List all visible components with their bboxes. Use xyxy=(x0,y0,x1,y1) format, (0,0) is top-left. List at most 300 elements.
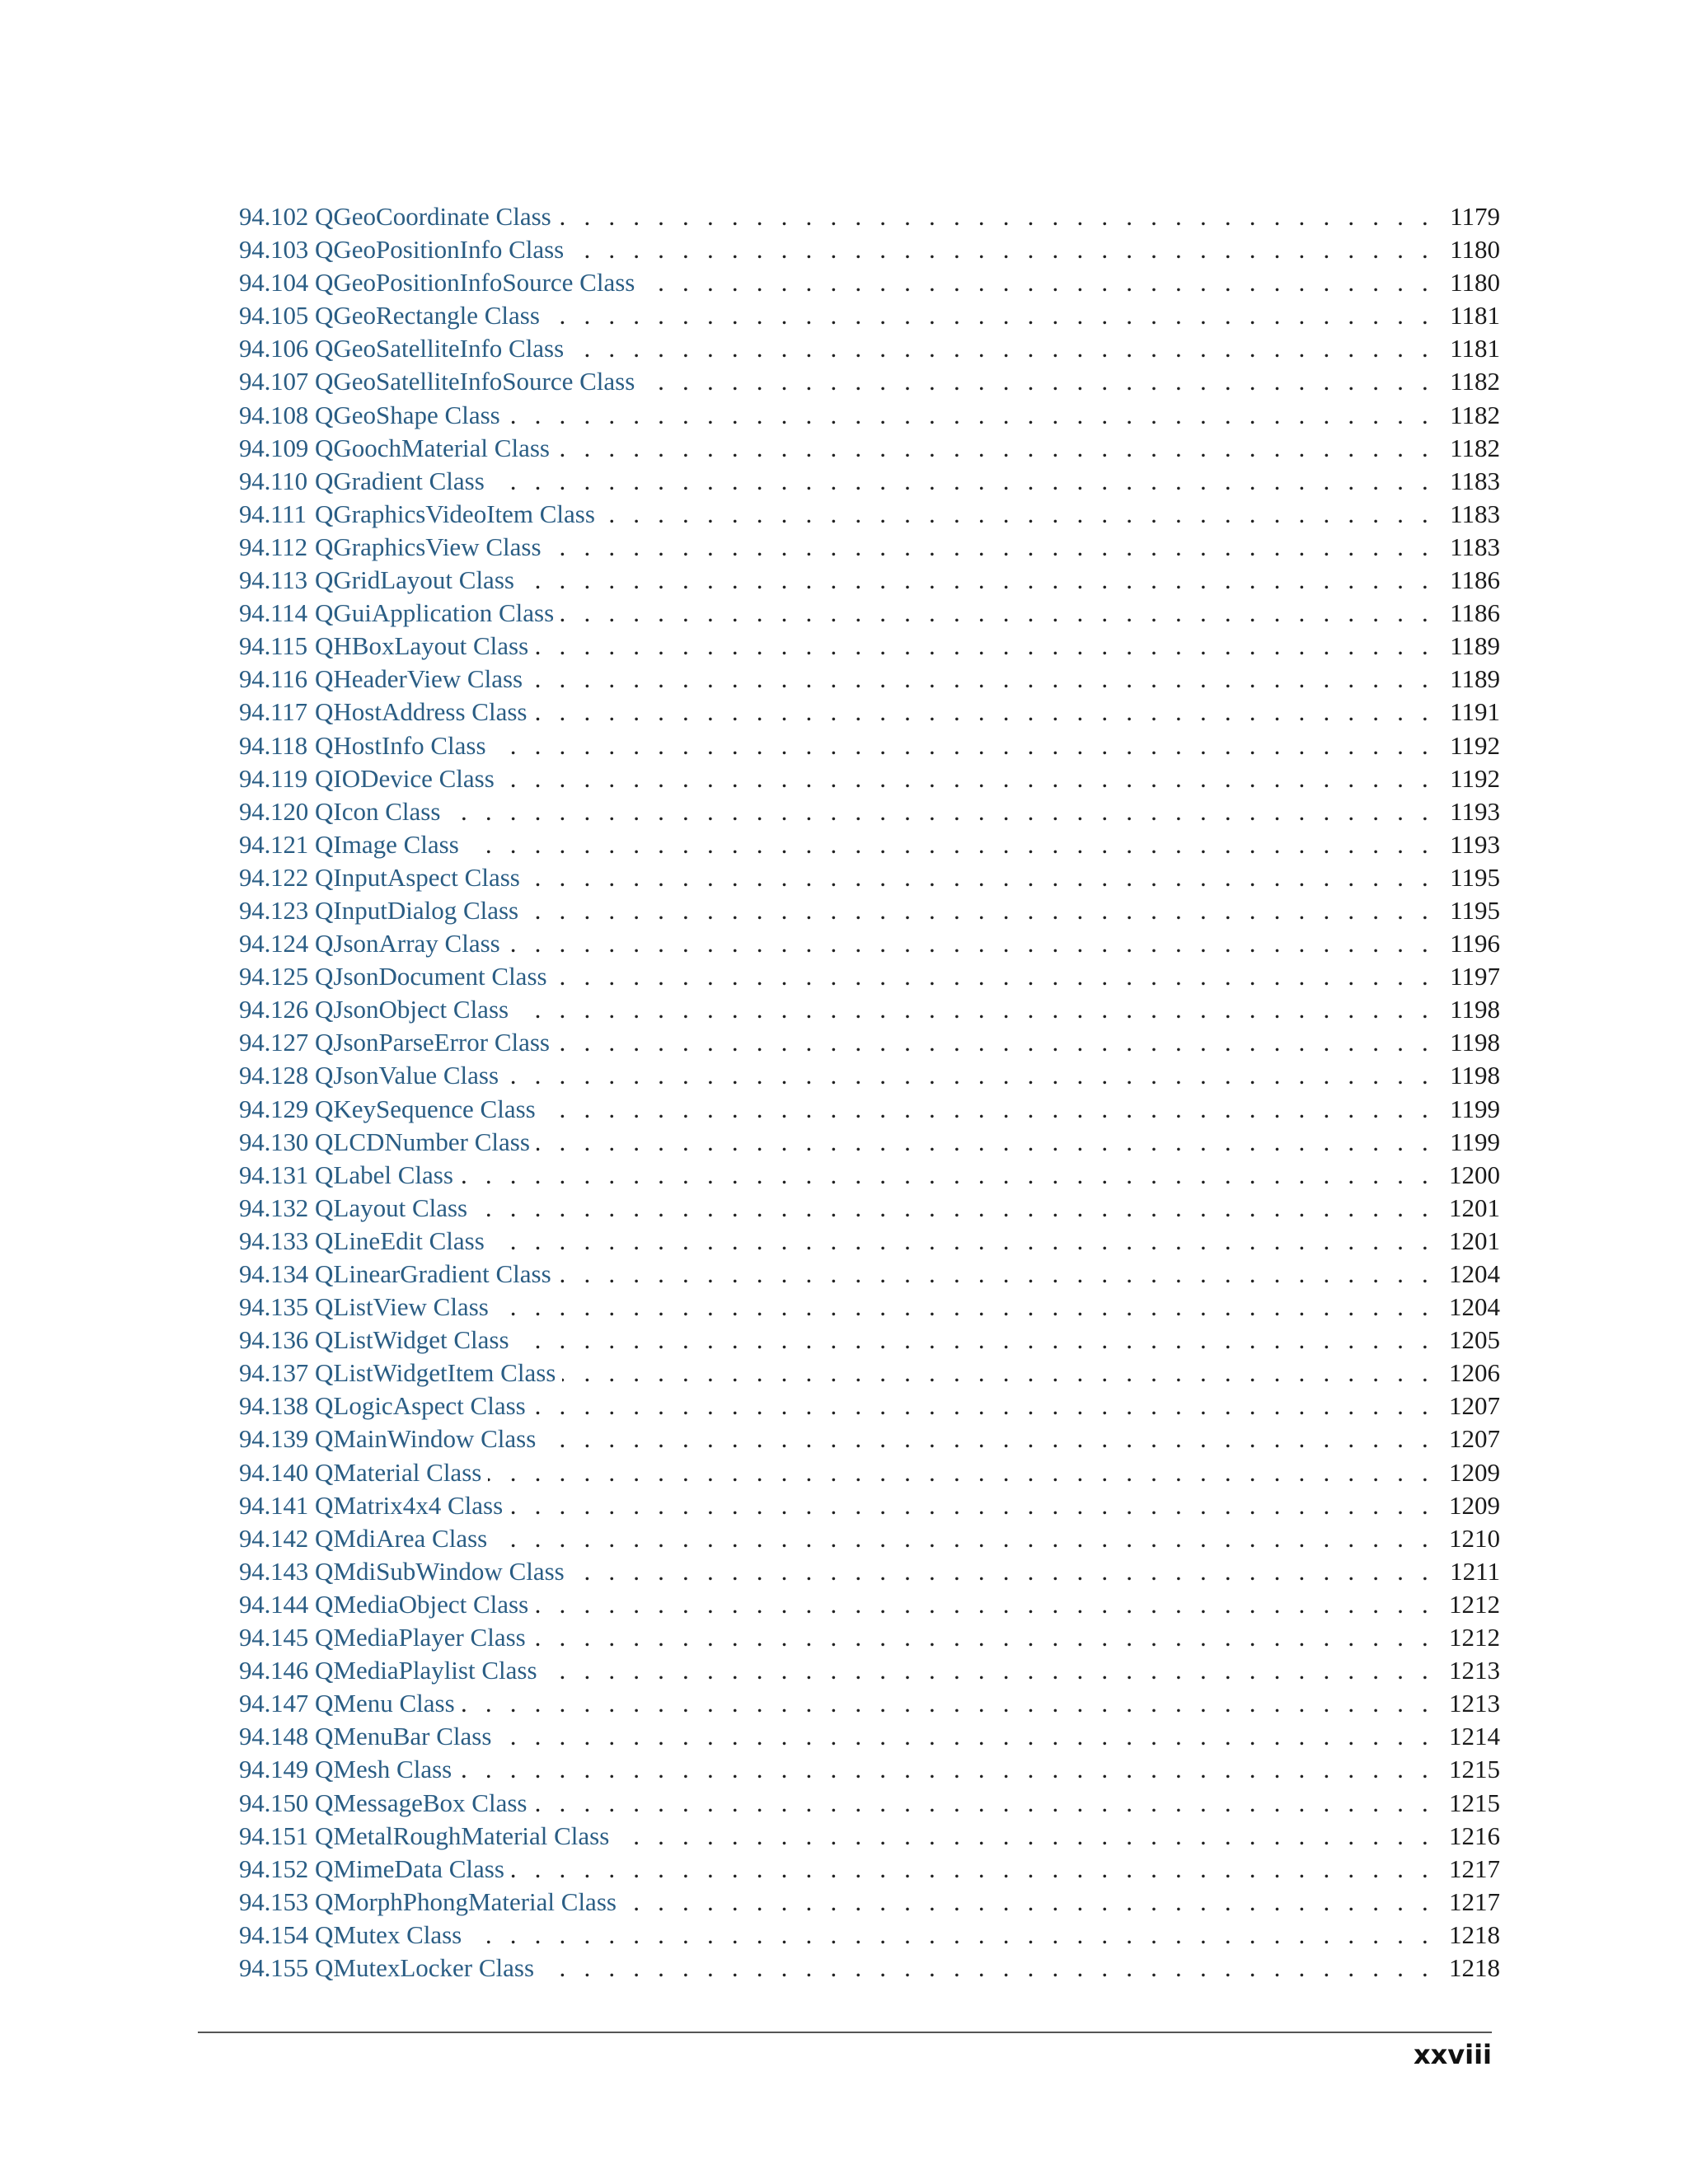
toc-entry-link[interactable] xyxy=(239,993,515,1026)
toc-entry-number: 94.134 xyxy=(239,1259,309,1288)
toc-entry-page: 1214 xyxy=(1449,1722,1500,1751)
toc-entry xyxy=(239,564,1500,597)
toc-leader-dots xyxy=(556,1026,1446,1059)
toc-entry-number: 94.102 xyxy=(239,202,309,231)
toc-entry xyxy=(239,1059,1500,1092)
toc-entry xyxy=(239,1456,1500,1489)
toc-entry-link[interactable] xyxy=(239,1720,498,1753)
toc-entry-link[interactable] xyxy=(239,795,447,828)
toc-entry xyxy=(239,200,1500,233)
toc-entry-number: 94.114 xyxy=(239,598,307,628)
toc-entry xyxy=(239,1753,1500,1786)
toc-entry-link[interactable] xyxy=(239,597,560,630)
toc-entry-link[interactable] xyxy=(239,1621,532,1654)
page-number: xxviii xyxy=(1413,2039,1492,2070)
toc-entry-title: QMesh Class xyxy=(315,1755,452,1784)
toc-leader-dots xyxy=(623,1886,1446,1919)
table-of-contents xyxy=(239,200,1500,1985)
toc-leader-dots xyxy=(491,465,1446,498)
toc-entry-number: 94.117 xyxy=(239,697,307,727)
toc-entry-link[interactable] xyxy=(239,1522,494,1555)
toc-entry-page: 1218 xyxy=(1449,1952,1500,1982)
toc-entry-number: 94.110 xyxy=(239,466,307,495)
toc-entry xyxy=(239,630,1500,663)
toc-entry-title: QGraphicsView Class xyxy=(315,532,542,561)
toc-entry-title: QListWidget Class xyxy=(315,1325,509,1355)
toc-entry-link[interactable] xyxy=(239,465,491,498)
toc-entry xyxy=(239,1588,1500,1621)
toc-entry-link[interactable] xyxy=(239,266,641,299)
toc-entry-title: QGeoCoordinate Class xyxy=(315,202,551,231)
toc-entry-page: 1212 xyxy=(1449,1623,1500,1652)
toc-entry-link[interactable] xyxy=(239,762,501,795)
toc-entry-page: 1193 xyxy=(1450,829,1500,859)
toc-entry-link[interactable] xyxy=(239,1952,541,1985)
toc-entry xyxy=(239,1787,1500,1820)
toc-entry-number: 94.113 xyxy=(239,565,307,595)
toc-leader-dots xyxy=(535,1588,1446,1621)
toc-entry-title: QGuiApplication Class xyxy=(315,598,555,628)
toc-leader-dots xyxy=(494,1522,1446,1555)
toc-leader-dots xyxy=(515,993,1446,1026)
toc-entry-number: 94.151 xyxy=(239,1821,309,1850)
toc-entry-number: 94.131 xyxy=(239,1160,309,1189)
toc-entry-number: 94.138 xyxy=(239,1391,309,1421)
toc-leader-dots xyxy=(558,1258,1446,1291)
toc-leader-dots xyxy=(509,1489,1446,1522)
toc-leader-dots xyxy=(542,1422,1446,1455)
toc-leader-dots xyxy=(460,1159,1446,1192)
toc-entry-link[interactable] xyxy=(239,1555,571,1588)
toc-entry xyxy=(239,1291,1500,1324)
toc-entry xyxy=(239,1093,1500,1126)
toc-entry xyxy=(239,465,1500,498)
toc-entry-number: 94.148 xyxy=(239,1722,309,1751)
toc-entry-number: 94.122 xyxy=(239,862,309,892)
toc-entry-title: QListWidgetItem Class xyxy=(315,1358,556,1388)
toc-entry-number: 94.136 xyxy=(239,1325,309,1355)
toc-entry-title: QHBoxLayout Class xyxy=(315,631,529,661)
toc-entry-title: QMetalRoughMaterial Class xyxy=(315,1821,610,1850)
toc-entry-number: 94.128 xyxy=(239,1061,309,1090)
toc-entry-title: QImage Class xyxy=(315,829,459,859)
toc-entry-link[interactable] xyxy=(239,1489,509,1522)
toc-entry-link[interactable] xyxy=(239,1258,558,1291)
toc-entry-number: 94.154 xyxy=(239,1919,309,1949)
toc-entry xyxy=(239,531,1500,564)
toc-entry-link[interactable] xyxy=(239,1820,616,1853)
toc-entry-link[interactable] xyxy=(239,299,546,332)
toc-entry-number: 94.147 xyxy=(239,1689,309,1718)
toc-entry-title: QIcon Class xyxy=(315,796,441,826)
toc-leader-dots xyxy=(529,663,1446,696)
toc-leader-dots xyxy=(616,1820,1446,1853)
toc-entry xyxy=(239,729,1500,762)
toc-entry xyxy=(239,1159,1500,1192)
toc-entry-link[interactable] xyxy=(239,564,521,597)
toc-entry-title: QGradient Class xyxy=(315,466,485,495)
toc-entry-number: 94.126 xyxy=(239,995,309,1024)
toc-entry-title: QLineEdit Class xyxy=(315,1226,485,1255)
toc-entry-link[interactable] xyxy=(239,1390,532,1422)
toc-entry xyxy=(239,828,1500,861)
toc-entry-link[interactable] xyxy=(239,1159,460,1192)
toc-entry-page: 1191 xyxy=(1450,697,1500,727)
toc-entry-page: 1186 xyxy=(1450,598,1500,628)
toc-entry-title: QMaterial Class xyxy=(315,1457,482,1487)
toc-entry-number: 94.140 xyxy=(239,1457,309,1487)
toc-entry xyxy=(239,498,1500,531)
toc-leader-dots xyxy=(532,1621,1446,1654)
toc-leader-dots xyxy=(558,200,1446,233)
toc-entry-page: 1200 xyxy=(1449,1160,1500,1189)
toc-entry-page: 1186 xyxy=(1450,565,1500,595)
toc-leader-dots xyxy=(548,531,1446,564)
toc-entry-link[interactable] xyxy=(239,828,466,861)
toc-entry xyxy=(239,1258,1500,1291)
toc-entry-title: QInputAspect Class xyxy=(315,862,520,892)
toc-entry-page: 1183 xyxy=(1450,466,1500,495)
toc-entry xyxy=(239,1853,1500,1886)
toc-entry-page: 1195 xyxy=(1450,895,1500,925)
toc-entry-page: 1201 xyxy=(1449,1193,1500,1222)
toc-entry-page: 1182 xyxy=(1450,367,1500,396)
toc-leader-dots xyxy=(562,1357,1446,1390)
toc-entry-link[interactable] xyxy=(239,200,558,233)
toc-entry-title: QIODevice Class xyxy=(315,763,495,793)
toc-entry-page: 1198 xyxy=(1450,1028,1500,1057)
toc-entry-page: 1201 xyxy=(1449,1226,1500,1255)
toc-entry xyxy=(239,1886,1500,1919)
toc-entry-page: 1213 xyxy=(1449,1656,1500,1685)
toc-leader-dots xyxy=(532,1390,1446,1422)
toc-entry-title: QMatrix4x4 Class xyxy=(315,1490,504,1520)
toc-entry-page: 1181 xyxy=(1450,334,1500,363)
toc-entry-link[interactable] xyxy=(239,432,556,465)
toc-leader-dots xyxy=(641,266,1446,299)
toc-entry xyxy=(239,861,1500,894)
toc-entry-link[interactable] xyxy=(239,1026,556,1059)
toc-entry-number: 94.116 xyxy=(239,664,307,694)
toc-entry-number: 94.130 xyxy=(239,1127,309,1156)
toc-entry-number: 94.125 xyxy=(239,962,309,991)
toc-entry-number: 94.144 xyxy=(239,1589,309,1619)
toc-entry-title: QJsonObject Class xyxy=(315,995,509,1024)
toc-entry-page: 1197 xyxy=(1450,962,1500,991)
toc-entry-page: 1205 xyxy=(1449,1325,1500,1355)
toc-entry-number: 94.106 xyxy=(239,334,309,363)
toc-entry xyxy=(239,1952,1500,1985)
toc-entry-page: 1215 xyxy=(1449,1755,1500,1784)
footer-divider xyxy=(198,2032,1492,2033)
toc-entry-title: QLinearGradient Class xyxy=(315,1259,551,1288)
toc-entry-number: 94.108 xyxy=(239,400,309,429)
toc-entry-number: 94.111 xyxy=(239,499,307,528)
toc-entry xyxy=(239,299,1500,332)
toc-entry-page: 1218 xyxy=(1449,1919,1500,1949)
toc-entry xyxy=(239,266,1500,299)
toc-entry-link[interactable] xyxy=(239,1886,623,1919)
toc-entry-page: 1189 xyxy=(1450,631,1500,661)
toc-leader-dots xyxy=(570,233,1446,266)
toc-entry-title: QInputDialog Class xyxy=(315,895,519,925)
toc-entry-title: QKeySequence Class xyxy=(315,1094,536,1123)
toc-entry-number: 94.133 xyxy=(239,1226,309,1255)
toc-entry-page: 1179 xyxy=(1450,202,1500,231)
toc-entry-page: 1212 xyxy=(1449,1589,1500,1619)
toc-leader-dots xyxy=(525,894,1446,927)
toc-entry-page: 1195 xyxy=(1450,862,1500,892)
toc-entry-link[interactable] xyxy=(239,1225,491,1258)
toc-entry-title: QMessageBox Class xyxy=(315,1788,528,1817)
toc-entry-page: 1189 xyxy=(1450,664,1500,694)
toc-entry-link[interactable] xyxy=(239,729,493,762)
toc-entry-link[interactable] xyxy=(239,1456,488,1489)
toc-leader-dots xyxy=(537,1126,1446,1159)
toc-entry-title: QGeoShape Class xyxy=(315,400,500,429)
toc-leader-dots xyxy=(556,432,1446,465)
toc-entry-number: 94.109 xyxy=(239,433,309,462)
toc-entry-page: 1199 xyxy=(1450,1127,1500,1156)
toc-entry-number: 94.115 xyxy=(239,631,307,661)
toc-entry-number: 94.152 xyxy=(239,1854,309,1883)
toc-entry-number: 94.107 xyxy=(239,367,309,396)
toc-leader-dots xyxy=(505,1059,1446,1092)
toc-entry-number: 94.141 xyxy=(239,1490,309,1520)
toc-entry-title: QLayout Class xyxy=(315,1193,468,1222)
toc-entry xyxy=(239,1522,1500,1555)
toc-leader-dots xyxy=(493,729,1446,762)
toc-entry xyxy=(239,696,1500,729)
toc-entry-link[interactable] xyxy=(239,233,570,266)
toc-leader-dots xyxy=(466,828,1446,861)
toc-entry xyxy=(239,597,1500,630)
toc-entry xyxy=(239,1919,1500,1952)
toc-entry-title: QGeoPositionInfoSource Class xyxy=(315,268,635,298)
toc-entry-link[interactable] xyxy=(239,663,529,696)
toc-entry-link[interactable] xyxy=(239,1654,544,1687)
toc-entry-link[interactable] xyxy=(239,1588,535,1621)
toc-entry-link[interactable] xyxy=(239,1853,511,1886)
toc-leader-dots xyxy=(602,498,1446,531)
toc-entry-link[interactable] xyxy=(239,1787,533,1820)
toc-leader-dots xyxy=(462,1687,1446,1720)
toc-entry-page: 1204 xyxy=(1449,1292,1500,1322)
toc-entry xyxy=(239,1126,1500,1159)
toc-entry-number: 94.123 xyxy=(239,895,309,925)
toc-entry-title: QMimeData Class xyxy=(315,1854,504,1883)
toc-entry-title: QMutex Class xyxy=(315,1919,462,1949)
toc-entry xyxy=(239,1225,1500,1258)
toc-leader-dots xyxy=(554,960,1446,993)
toc-entry-page: 1193 xyxy=(1450,796,1500,826)
toc-entry-link[interactable] xyxy=(239,1192,474,1225)
toc-entry-link[interactable] xyxy=(239,1753,458,1786)
toc-entry-page: 1180 xyxy=(1450,268,1500,298)
toc-entry-number: 94.118 xyxy=(239,730,307,760)
toc-entry-page: 1192 xyxy=(1450,730,1500,760)
toc-entry-link[interactable] xyxy=(239,365,641,398)
toc-entry-link[interactable] xyxy=(239,696,533,729)
toc-entry-link[interactable] xyxy=(239,1357,562,1390)
toc-leader-dots xyxy=(527,861,1446,894)
toc-entry-number: 94.139 xyxy=(239,1424,309,1454)
toc-entry-link[interactable] xyxy=(239,861,527,894)
toc-entry-page: 1183 xyxy=(1450,499,1500,528)
toc-entry xyxy=(239,432,1500,465)
toc-leader-dots xyxy=(474,1192,1446,1225)
toc-entry xyxy=(239,1621,1500,1654)
toc-entry-link[interactable] xyxy=(239,1687,462,1720)
toc-entry-number: 94.153 xyxy=(239,1886,309,1916)
toc-entry xyxy=(239,399,1500,432)
toc-entry-title: QGoochMaterial Class xyxy=(315,433,550,462)
toc-entry-page: 1196 xyxy=(1450,929,1500,958)
toc-entry-link[interactable] xyxy=(239,927,507,960)
toc-entry xyxy=(239,1720,1500,1753)
toc-entry-title: QHeaderView Class xyxy=(315,664,523,694)
toc-entry-page: 1217 xyxy=(1449,1854,1500,1883)
toc-entry-title: QJsonArray Class xyxy=(315,929,500,958)
toc-entry xyxy=(239,1489,1500,1522)
toc-entry-title: QGridLayout Class xyxy=(315,565,514,595)
toc-entry-number: 94.105 xyxy=(239,301,309,330)
toc-leader-dots xyxy=(533,696,1446,729)
toc-entry xyxy=(239,1192,1500,1225)
toc-entry-number: 94.119 xyxy=(239,763,307,793)
toc-entry xyxy=(239,1026,1500,1059)
toc-entry-title: QJsonParseError Class xyxy=(315,1028,550,1057)
toc-entry-number: 94.103 xyxy=(239,235,309,265)
toc-entry xyxy=(239,663,1500,696)
toc-entry-page: 1206 xyxy=(1449,1358,1500,1388)
toc-entry-title: QLogicAspect Class xyxy=(315,1391,526,1421)
toc-entry-page: 1180 xyxy=(1450,235,1500,265)
toc-entry-title: QJsonValue Class xyxy=(315,1061,499,1090)
toc-entry-link[interactable] xyxy=(239,531,548,564)
toc-entry-number: 94.124 xyxy=(239,929,309,958)
toc-entry-number: 94.120 xyxy=(239,796,309,826)
toc-entry-link[interactable] xyxy=(239,1919,468,1952)
toc-entry-link[interactable] xyxy=(239,1422,542,1455)
toc-entry-page: 1192 xyxy=(1450,763,1500,793)
toc-leader-dots xyxy=(498,1720,1446,1753)
toc-leader-dots xyxy=(511,1853,1446,1886)
toc-entry-page: 1198 xyxy=(1450,995,1500,1024)
toc-entry-number: 94.112 xyxy=(239,532,307,561)
toc-entry-link[interactable] xyxy=(239,1093,542,1126)
toc-leader-dots xyxy=(501,762,1446,795)
toc-entry-number: 94.155 xyxy=(239,1952,309,1982)
toc-entry xyxy=(239,1555,1500,1588)
toc-entry-title: QGeoSatelliteInfoSource Class xyxy=(315,367,635,396)
toc-leader-dots xyxy=(546,299,1446,332)
toc-leader-dots xyxy=(516,1324,1446,1357)
toc-leader-dots xyxy=(468,1919,1446,1952)
toc-leader-dots xyxy=(507,399,1446,432)
toc-entry xyxy=(239,1324,1500,1357)
toc-entry-title: QHostAddress Class xyxy=(315,697,528,727)
toc-entry-link[interactable] xyxy=(239,399,507,432)
toc-entry-page: 1182 xyxy=(1450,400,1500,429)
toc-leader-dots xyxy=(560,597,1446,630)
toc-entry-page: 1217 xyxy=(1449,1886,1500,1916)
toc-leader-dots xyxy=(542,1093,1446,1126)
toc-entry-number: 94.137 xyxy=(239,1358,309,1388)
toc-entry-title: QMenuBar Class xyxy=(315,1722,492,1751)
toc-entry-title: QMediaPlaylist Class xyxy=(315,1656,537,1685)
toc-entry-page: 1207 xyxy=(1449,1391,1500,1421)
toc-entry-number: 94.135 xyxy=(239,1292,309,1322)
toc-leader-dots xyxy=(491,1225,1446,1258)
toc-entry xyxy=(239,1654,1500,1687)
toc-entry-link[interactable] xyxy=(239,894,525,927)
toc-entry-link[interactable] xyxy=(239,1059,505,1092)
toc-leader-dots xyxy=(458,1753,1446,1786)
toc-entry xyxy=(239,233,1500,266)
toc-entry xyxy=(239,1357,1500,1390)
toc-entry-number: 94.104 xyxy=(239,268,309,298)
toc-leader-dots xyxy=(570,332,1446,365)
toc-leader-dots xyxy=(533,1787,1446,1820)
toc-leader-dots xyxy=(541,1952,1446,1985)
toc-entry-page: 1181 xyxy=(1450,301,1500,330)
toc-entry xyxy=(239,1390,1500,1422)
toc-entry-number: 94.132 xyxy=(239,1193,309,1222)
toc-leader-dots xyxy=(521,564,1446,597)
toc-entry-title: QLabel Class xyxy=(315,1160,453,1189)
toc-entry xyxy=(239,795,1500,828)
toc-leader-dots xyxy=(571,1555,1446,1588)
toc-entry-page: 1183 xyxy=(1450,532,1500,561)
toc-entry-link[interactable] xyxy=(239,1291,495,1324)
toc-entry-link[interactable] xyxy=(239,630,535,663)
toc-entry xyxy=(239,365,1500,398)
toc-entry-page: 1207 xyxy=(1449,1424,1500,1454)
toc-entry-title: QGeoRectangle Class xyxy=(315,301,540,330)
toc-entry-link[interactable] xyxy=(239,498,602,531)
toc-entry-title: QGeoPositionInfo Class xyxy=(315,235,565,265)
toc-entry-link[interactable] xyxy=(239,960,554,993)
toc-entry-link[interactable] xyxy=(239,1324,516,1357)
toc-leader-dots xyxy=(641,365,1446,398)
toc-entry xyxy=(239,960,1500,993)
toc-entry-link[interactable] xyxy=(239,1126,537,1159)
toc-leader-dots xyxy=(447,795,1446,828)
toc-entry-number: 94.121 xyxy=(239,829,309,859)
toc-entry-title: QMutexLocker Class xyxy=(315,1952,535,1982)
toc-entry-number: 94.149 xyxy=(239,1755,309,1784)
toc-entry-title: QHostInfo Class xyxy=(315,730,486,760)
toc-entry-title: QMdiArea Class xyxy=(315,1523,488,1553)
toc-entry-page: 1213 xyxy=(1449,1689,1500,1718)
toc-leader-dots xyxy=(488,1456,1446,1489)
toc-leader-dots xyxy=(495,1291,1446,1324)
toc-entry-number: 94.127 xyxy=(239,1028,309,1057)
toc-entry xyxy=(239,993,1500,1026)
toc-entry-number: 94.145 xyxy=(239,1623,309,1652)
toc-entry xyxy=(239,894,1500,927)
toc-entry xyxy=(239,1687,1500,1720)
toc-leader-dots xyxy=(544,1654,1446,1687)
toc-entry-title: QMediaPlayer Class xyxy=(315,1623,526,1652)
toc-leader-dots xyxy=(535,630,1446,663)
toc-entry-page: 1209 xyxy=(1449,1457,1500,1487)
toc-entry-title: QMainWindow Class xyxy=(315,1424,537,1454)
toc-entry-link[interactable] xyxy=(239,332,570,365)
toc-entry-page: 1204 xyxy=(1449,1259,1500,1288)
toc-entry xyxy=(239,332,1500,365)
